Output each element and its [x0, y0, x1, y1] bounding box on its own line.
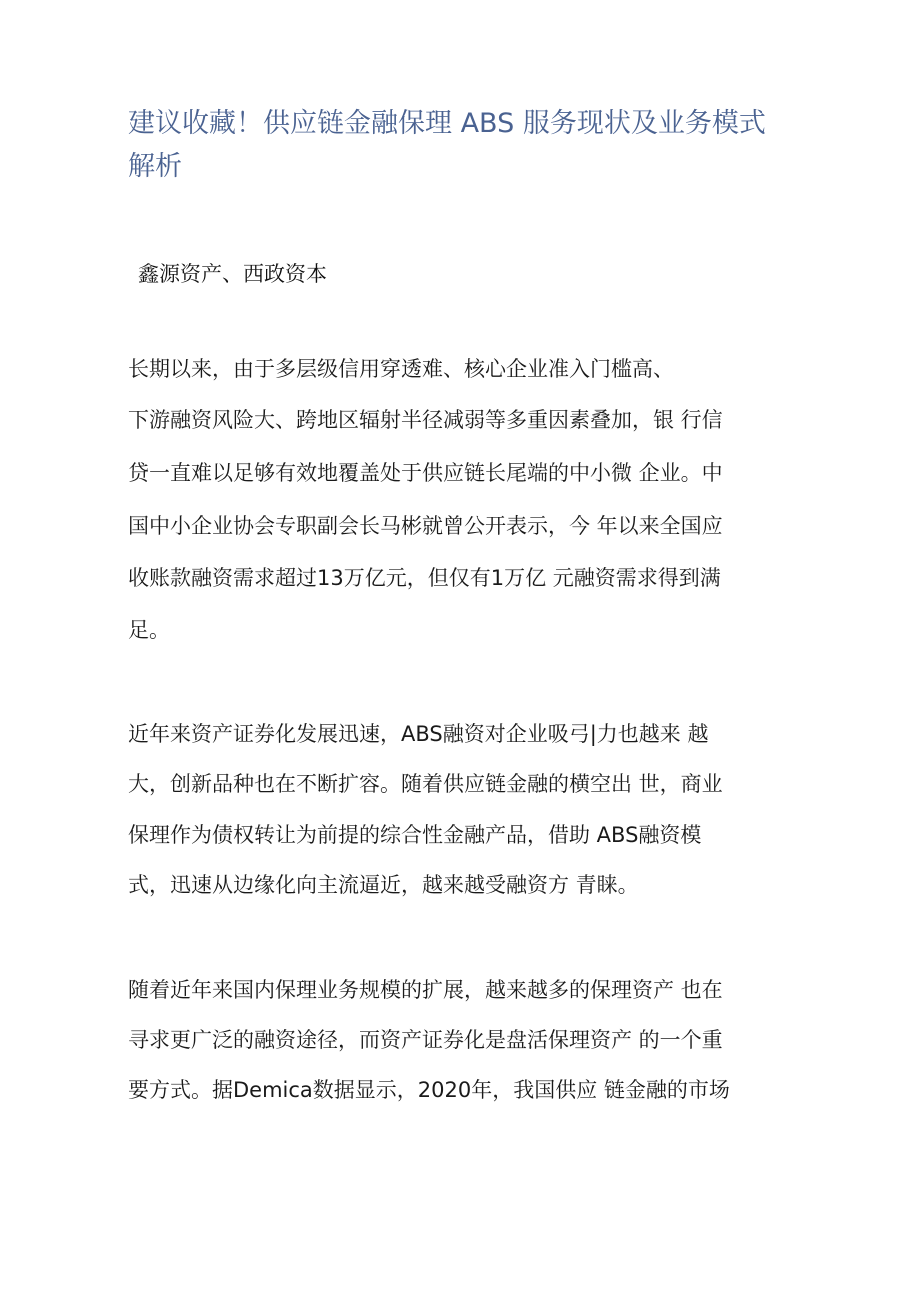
- text-line: 国中小企业协会专职副会长马彬就曾公开表示，今 年以来全国应: [128, 514, 723, 538]
- text-line: 下游融资风险大、跨地区辐射半径减弱等多重因素叠加，银 行信: [128, 408, 723, 432]
- text-line: 收账款融资需求超过13万亿元，但仅有1万亿 元融资需求得到满: [128, 566, 721, 590]
- title-line: 建议收藏！供应链金融保理 ABS 服务现状及业务模式: [128, 108, 766, 139]
- title-line: 解析: [128, 151, 182, 182]
- text-line: 随着近年来国内保理业务规模的扩展，越来越多的保理资产 也在: [128, 978, 723, 1002]
- author-line: 鑫源资产、西政资本: [138, 262, 327, 286]
- text-line: 式，迅速从边缘化向主流逼近，越来越受融资方 青睐。: [128, 873, 639, 897]
- text-line: 足。: [128, 618, 170, 642]
- text-line: 近年来资产证券化发展迅速，ABS融资对企业吸弓|力也越来 越: [128, 722, 709, 746]
- text-line: 寻求更广泛的融资途径，而资产证券化是盘活保理资产 的一个重: [128, 1028, 723, 1052]
- text-line: 保理作为债权转让为前提的综合性金融产品，借助 ABS融资模: [128, 823, 702, 847]
- text-line: 贷一直难以足够有效地覆盖处于供应链长尾端的中小微 企业。中: [128, 461, 723, 485]
- text-line: 大，创新品种也在不断扩容。随着供应链金融的横空出 世，商业: [128, 772, 723, 796]
- text-line: 要方式。据Demica数据显示，2020年，我国供应 链金融的市场: [128, 1078, 730, 1102]
- text-line: 长期以来，由于多层级信用穿透难、核心企业准入门槛高、: [128, 357, 674, 381]
